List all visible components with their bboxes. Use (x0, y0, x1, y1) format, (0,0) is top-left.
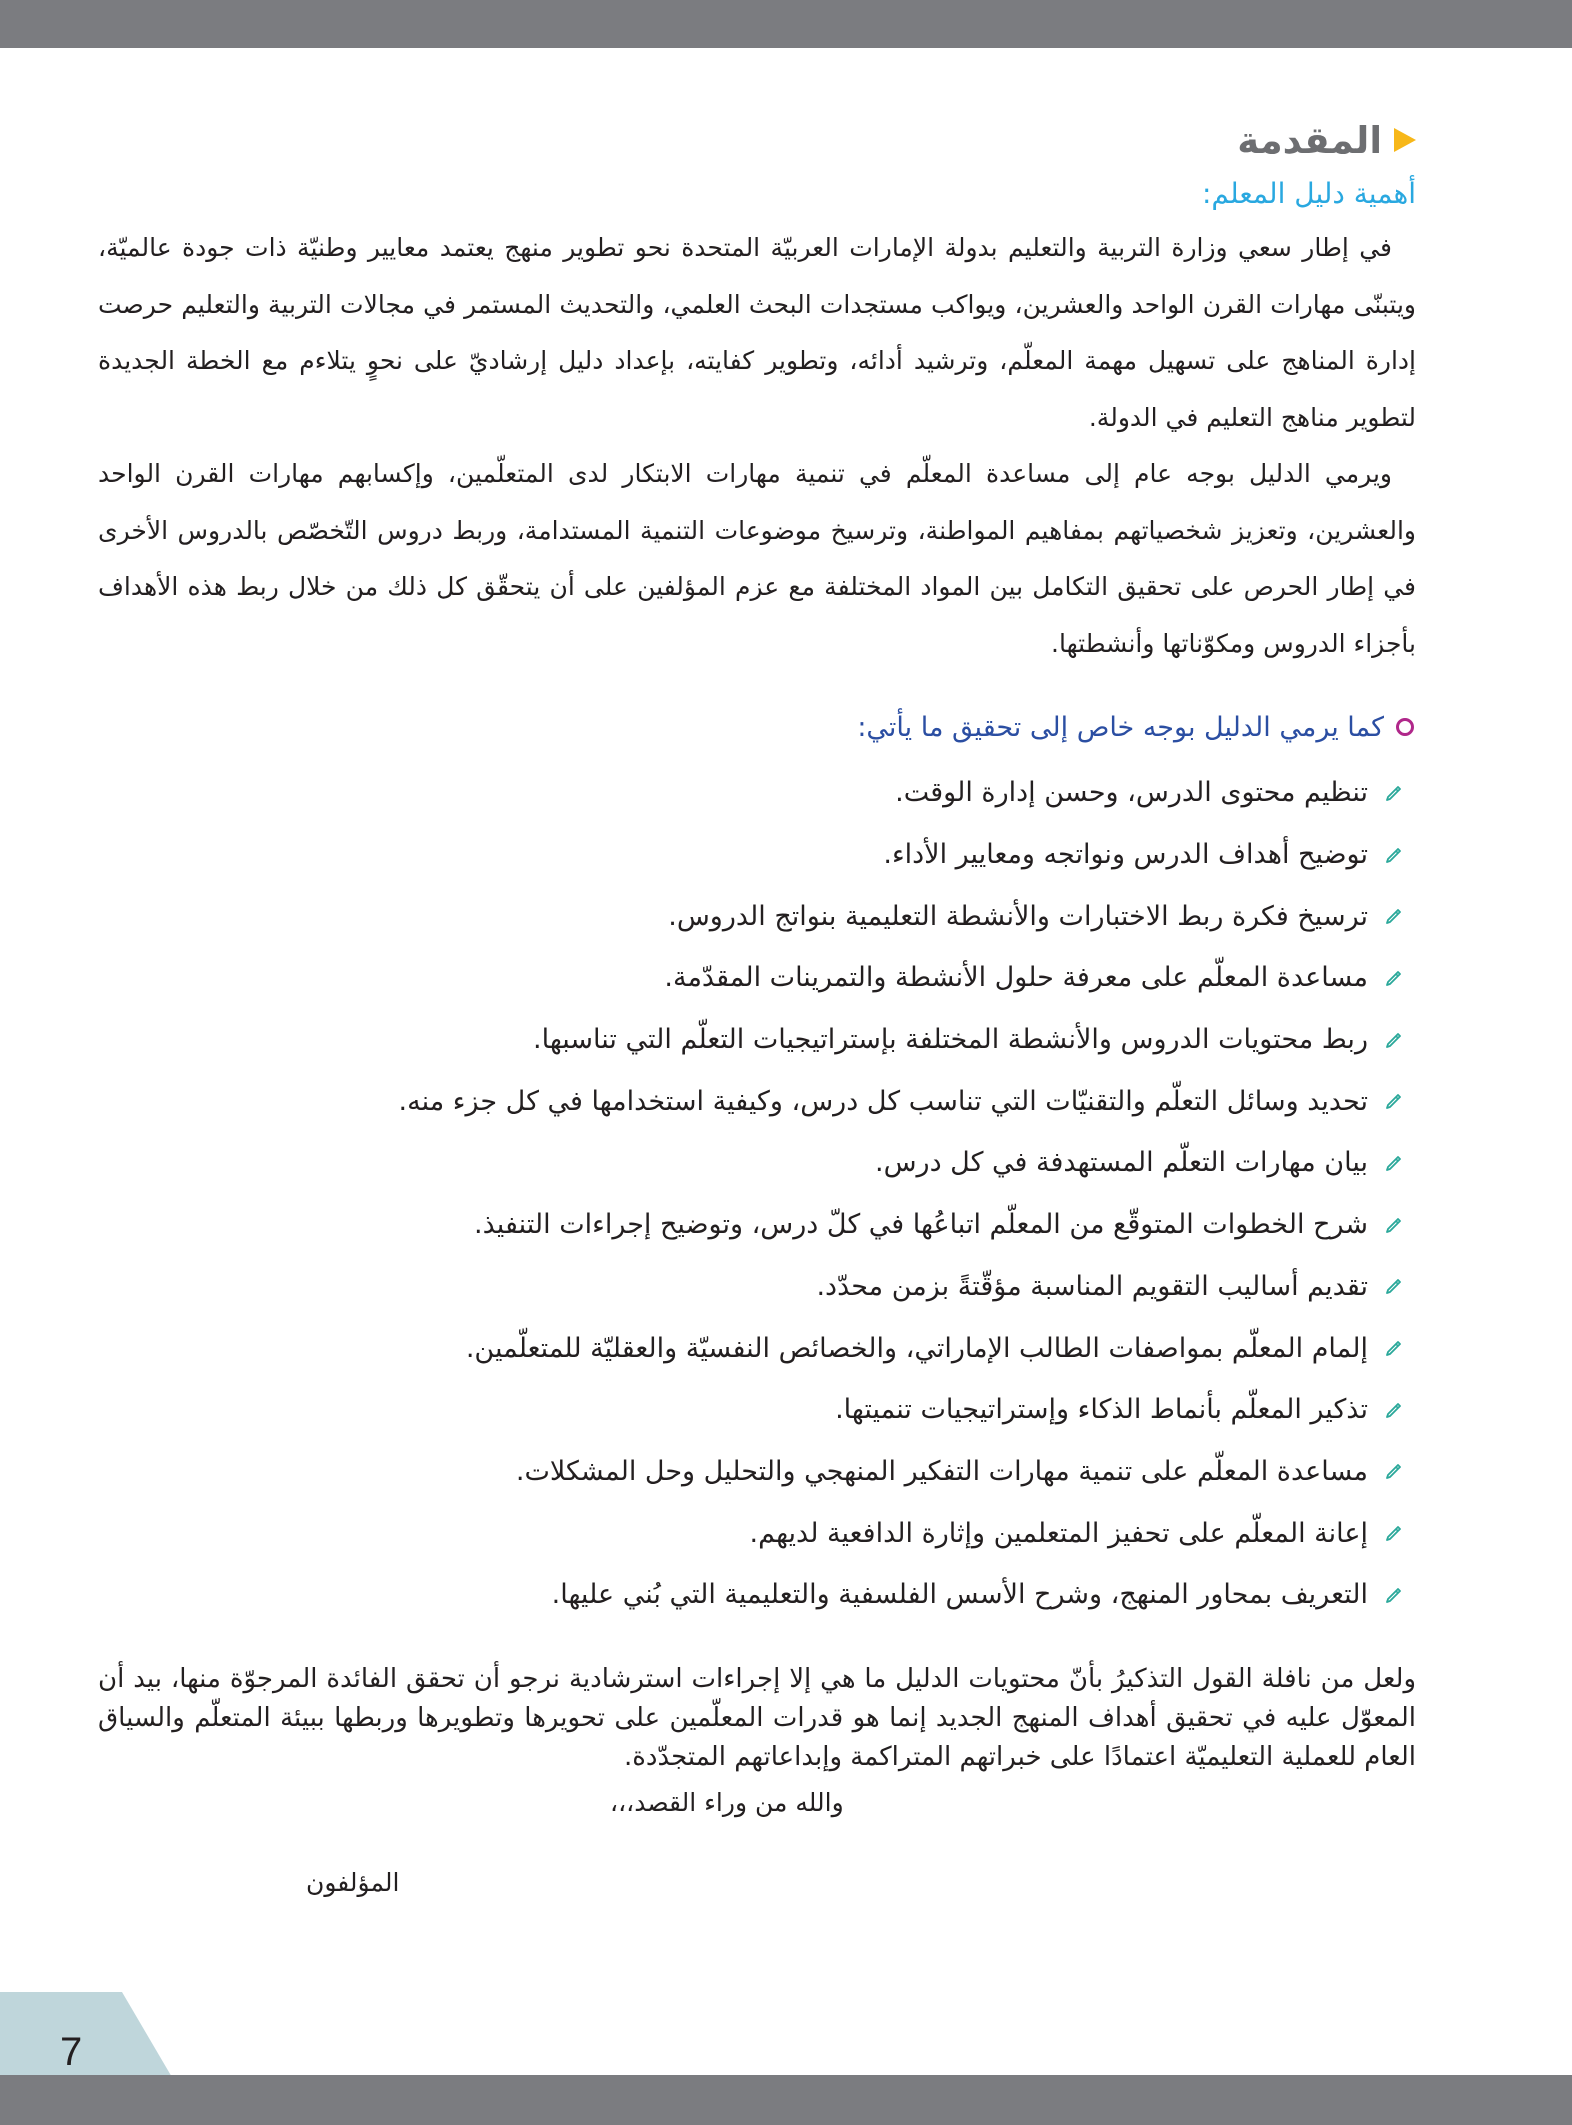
list-item (98, 824, 1416, 886)
list-item-text: تذكير المعلّم بأنماط الذكاء وإستراتيجيات تنميتها. (835, 1394, 1368, 1426)
list-item (98, 885, 1416, 947)
list-item (98, 1317, 1416, 1379)
objectives-list (98, 762, 1416, 1626)
list-item (98, 1009, 1416, 1071)
triangle-marker-icon (1394, 128, 1416, 152)
list-item-text: تحديد وسائل التعلّم والتقنيّات التي تناسب كل درس، وكيفية استخدامها في كل جزء منه. (398, 1085, 1368, 1117)
page-number: 7 (60, 2030, 83, 2074)
list-item-text: إلمام المعلّم بمواصفات الطالب الإماراتي، والخصائص النفسيّة والعقليّة للمتعلّمين. (465, 1332, 1368, 1364)
page-content (98, 112, 1416, 1777)
list-item-text: تقديم أساليب التقويم المناسبة مؤقّتةً بزمن محدّد. (816, 1270, 1368, 1302)
list-item-text: إعانة المعلّم على تحفيز المتعلمين وإثارة الدافعية لديهم. (749, 1517, 1368, 1549)
pencil-bullet-icon (1384, 968, 1404, 988)
authors-signature: المؤلفون (306, 1868, 400, 1897)
list-item (98, 1441, 1416, 1503)
pencil-bullet-icon (1384, 1030, 1404, 1050)
pencil-bullet-icon (1384, 845, 1404, 865)
pencil-bullet-icon (1384, 1338, 1404, 1358)
closing-paragraph: ولعل من نافلة القول التذكيرُ بأنّ محتويات الدليل ما هي إلا إجراءات استرشادية نرجو أن تحقق الفائدة المرجوّة منها، بيد أن المعوّل عليه في تحقيق أهداف المنهج الجديد إنما هو قدرات المعلّمين على تحويرها وتطويرها وربطها ببيئة المتعلّم والسياق العام للعملية التعليميّة اعتمادًا على خبراتهم المتراكمة وإبداعاتهم المتجدّدة. (98, 1663, 1416, 1772)
page-title: المقدمة (1237, 118, 1382, 162)
list-item-text: مساعدة المعلّم على تنمية مهارات التفكير المنهجي والتحليل وحل المشكلات. (515, 1455, 1368, 1487)
list-item (98, 1070, 1416, 1132)
pencil-bullet-icon (1384, 1153, 1404, 1173)
list-item (98, 762, 1416, 824)
list-item-text: ترسيخ فكرة ربط الاختبارات والأنشطة التعليمية بنواتج الدروس. (668, 900, 1368, 932)
list-item (98, 1256, 1416, 1318)
list-item (98, 1564, 1416, 1626)
list-intro-row (98, 702, 1416, 752)
pencil-bullet-icon (1384, 1400, 1404, 1420)
section-heading (98, 112, 1416, 168)
sign-off-row (0, 1788, 1572, 1828)
list-item (98, 1194, 1416, 1256)
aims-paragraph-text: ويرمي الدليل بوجه عام إلى مساعدة المعلّم في تنمية مهارات الابتكار لدى المتعلّمين، وإكسابهم مهارات القرن الواحد والعشرين، وتعزيز شخصياتهم بمفاهيم المواطنة، وترسيخ موضوعات التنمية المستدامة، وربط دروس التّخصّص بالدروس الأخرى في إطار الحرص على تحقيق التكامل بين المواد المختلفة مع عزم المؤلفين على أن يتحقّق كل ذلك من خلال ربط هذه الأهداف بأجزاء الدروس ومكوّناتها وأنشطتها. (98, 459, 1416, 658)
ring-bullet-icon (1396, 718, 1414, 736)
list-item-text: مساعدة المعلّم على معرفة حلول الأنشطة والتمرينات المقدّمة. (664, 962, 1368, 994)
list-item-text: شرح الخطوات المتوقّع من المعلّم اتباعُها في كلّ درس، وتوضيح إجراءات التنفيذ. (474, 1209, 1368, 1241)
sign-off: والله من وراء القصد،،، (610, 1788, 844, 1817)
list-intro: كما يرمي الدليل بوجه خاص إلى تحقيق ما يأتي: (857, 711, 1384, 743)
list-item-text: ربط محتويات الدروس والأنشطة المختلفة بإستراتيجيات التعلّم التي تناسبها. (533, 1024, 1368, 1056)
section-subtitle: أهمية دليل المعلم: (1202, 177, 1416, 210)
intro-paragraph (98, 220, 1416, 446)
aims-paragraph (98, 446, 1416, 672)
list-item-text: توضيح أهداف الدرس ونواتجه ومعايير الأداء. (883, 839, 1368, 871)
pencil-bullet-icon (1384, 1523, 1404, 1543)
list-item-text: بيان مهارات التعلّم المستهدفة في كل درس. (874, 1147, 1368, 1179)
pencil-bullet-icon (1384, 1091, 1404, 1111)
pencil-bullet-icon (1384, 1276, 1404, 1296)
pencil-bullet-icon (1384, 1461, 1404, 1481)
intro-paragraph-text: في إطار سعي وزارة التربية والتعليم بدولة الإمارات العربيّة المتحدة نحو تطوير منهج يعتمد معايير وطنيّة ذات جودة عالميّة، ويتبنّى مهارات القرن الواحد والعشرين، ويواكب مستجدات البحث العلمي، والتحديث المستمر في مجالات التربية والتعليم حرصت إدارة المناهج على تسهيل مهمة المعلّم، وترشيد أدائه، وتطوير كفايته، بإعداد دليل إرشاديّ على نحوٍ يتلاءم مع الخطة الجديدة لتطوير مناهج التعليم في الدولة. (98, 233, 1416, 432)
list-item-text: التعريف بمحاور المنهج، وشرح الأسس الفلسفية والتعليمية التي بُني عليها. (551, 1579, 1368, 1611)
list-item-text: تنظيم محتوى الدرس، وحسن إدارة الوقت. (895, 777, 1368, 809)
top-bar (0, 0, 1572, 48)
pencil-bullet-icon (1384, 906, 1404, 926)
list-item (98, 1379, 1416, 1441)
pencil-bullet-icon (1384, 1215, 1404, 1235)
pencil-bullet-icon (1384, 783, 1404, 803)
list-item (98, 1132, 1416, 1194)
pencil-bullet-icon (1384, 1585, 1404, 1605)
list-item (98, 1502, 1416, 1564)
list-item (98, 947, 1416, 1009)
bottom-bar (0, 2075, 1572, 2125)
